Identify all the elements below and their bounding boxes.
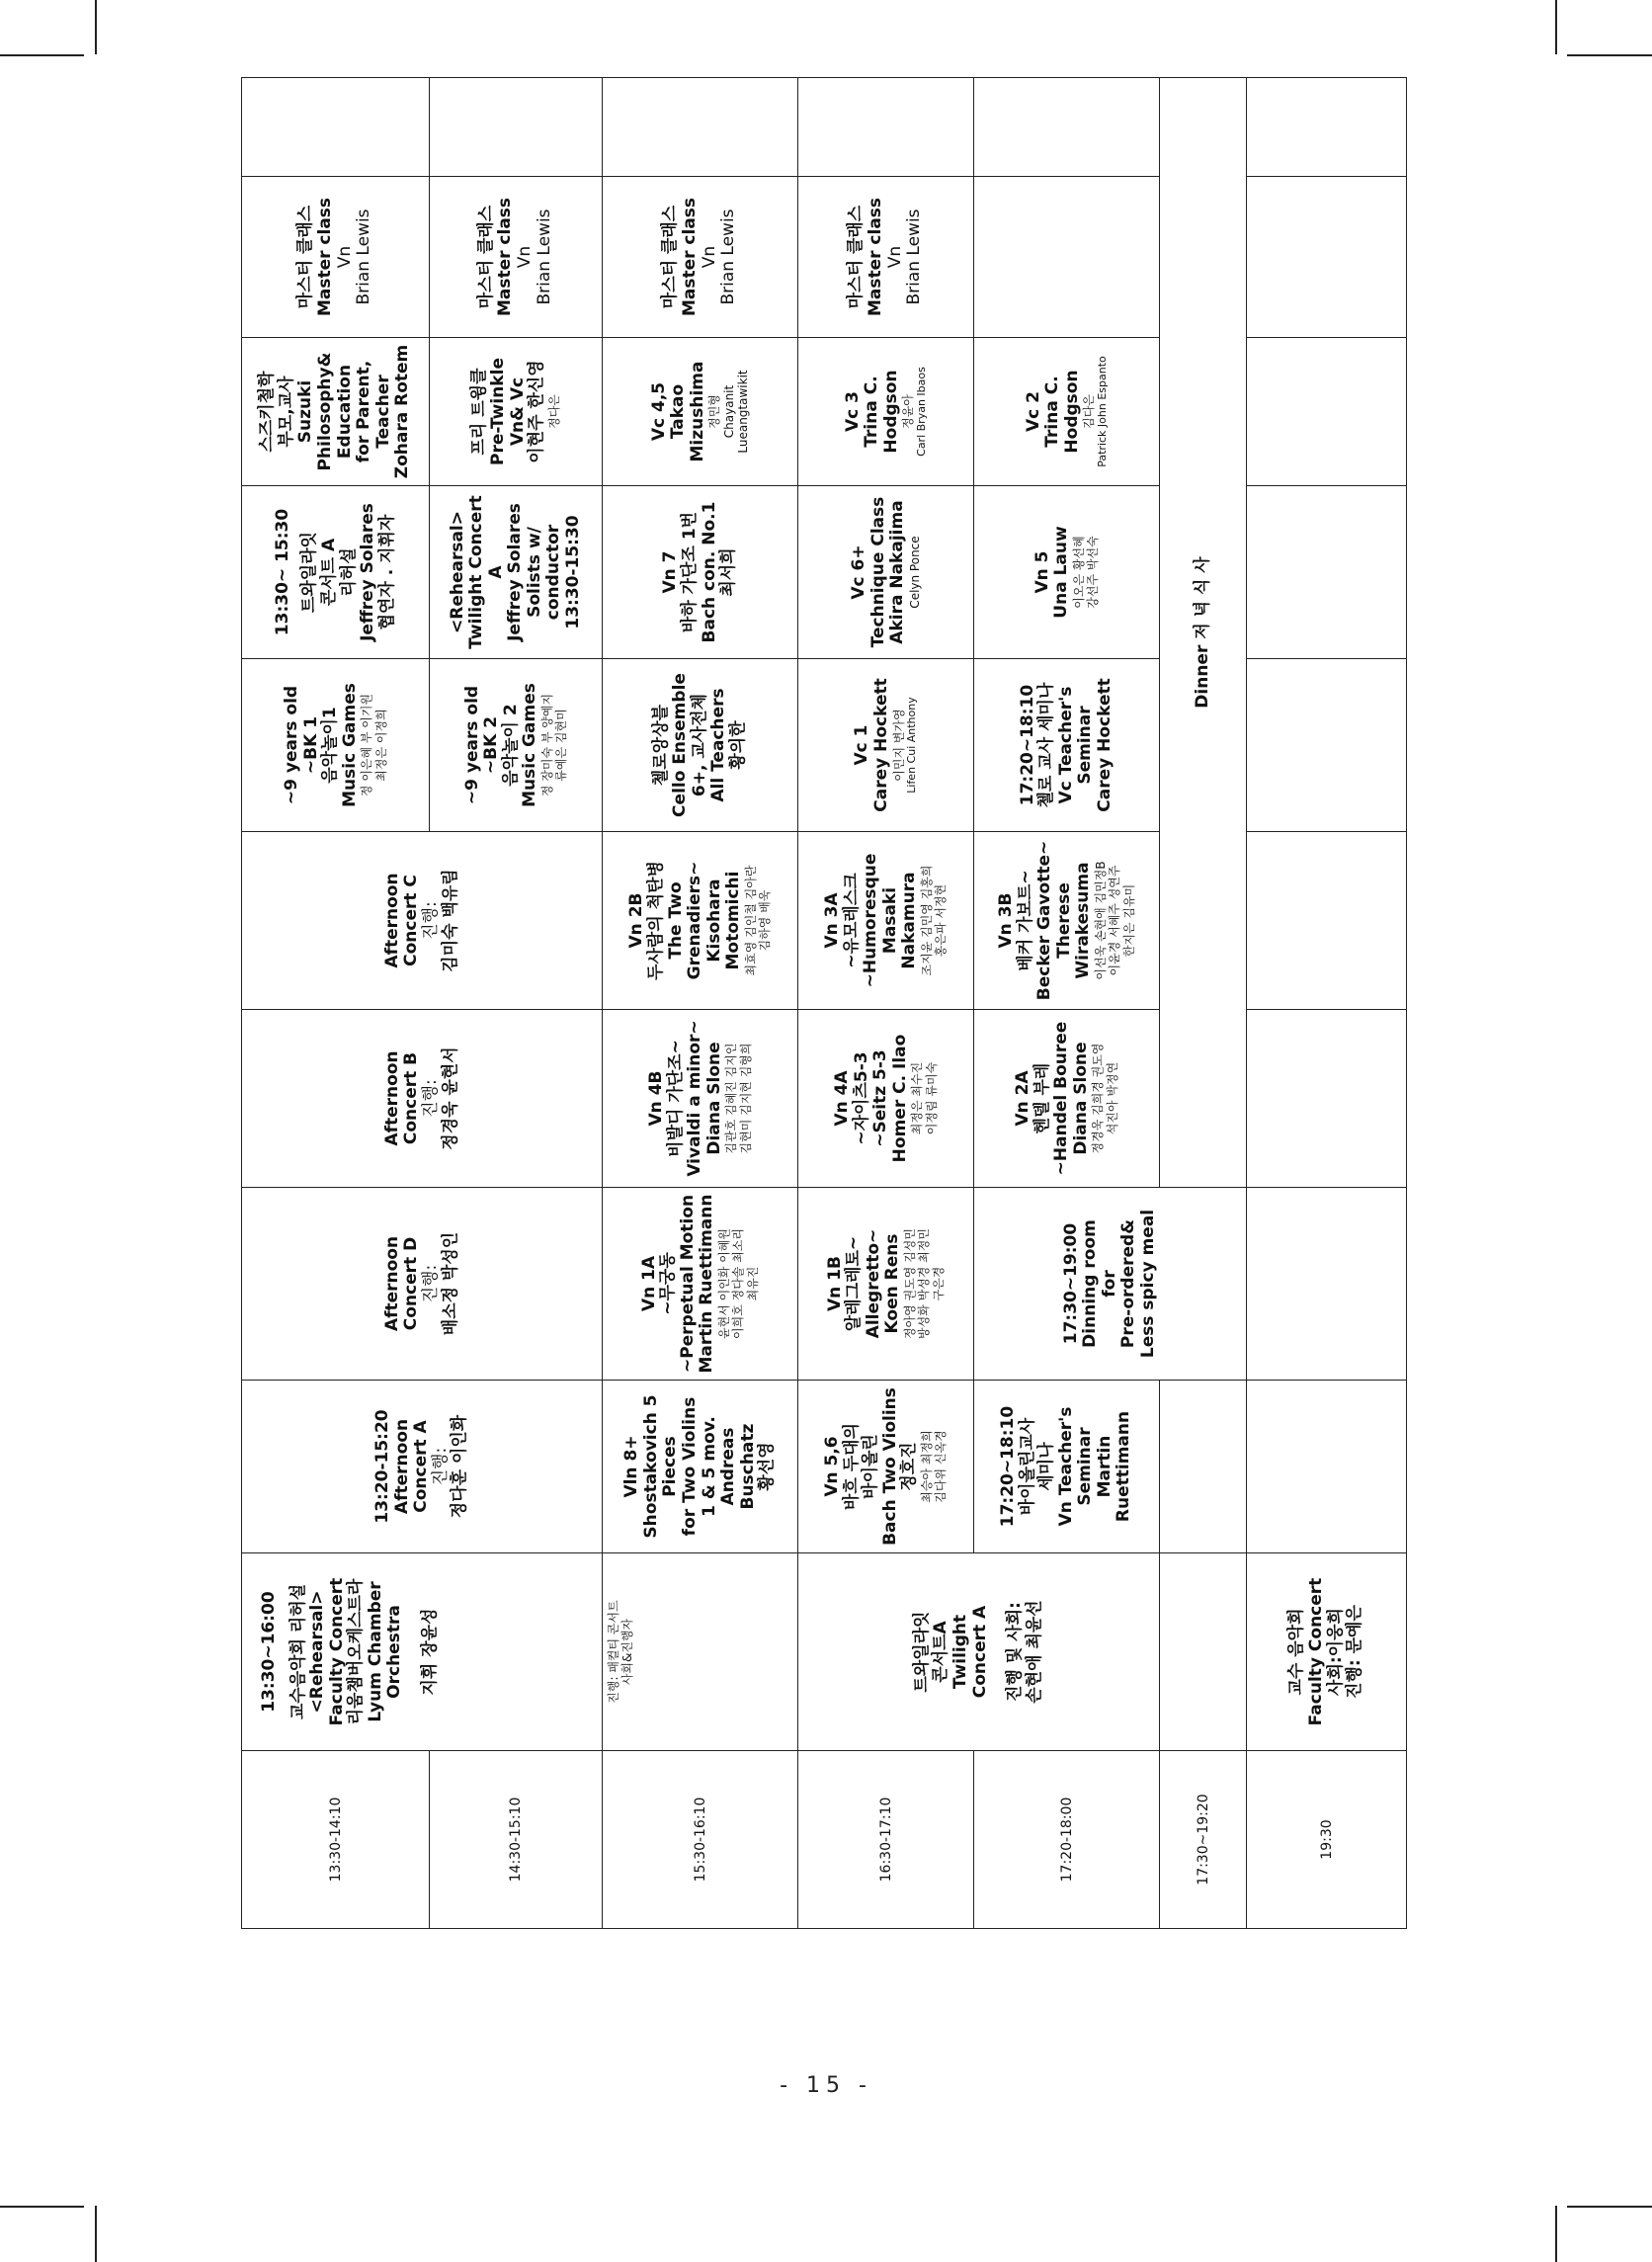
crop-mark	[1567, 54, 1652, 56]
empty-cell	[242, 78, 430, 177]
table-row	[242, 78, 430, 1929]
concert-d-cell: Afternoon Concert D 진행: 배소정 박성인	[242, 1188, 603, 1381]
empty-cell	[1247, 1188, 1407, 1381]
empty-cell	[1247, 1010, 1407, 1188]
empty-cell	[1160, 1553, 1247, 1751]
master-class-cell: 마스터 클래스 Master class Vn Brian Lewis	[603, 177, 798, 338]
empty-cell	[1247, 78, 1407, 177]
vc-45-cell: Vc 4,5 Takao Mizushima 정민형 Chayanit Lueangtawikit	[603, 338, 798, 486]
twilight-concert-a-cell: 트와일라잇 콘서트A Twilight Concert A 진행 및 사회: 손현애 최윤선	[798, 1553, 1160, 1751]
bach-two-violins-cell: Vn 5,6 바흐 두대의 바이올린 Bach Two Violins 정호진 최승아 최정희 김다위 신옥경	[798, 1381, 974, 1553]
seitz-cell: Vn 4A ~자이츠5-3 ~Seitz 5-3 Homer C. Ilao 최정은 최수진 이정림 류미숙	[798, 1010, 974, 1188]
vc-2-cell: Vc 2 Trina C. Hodgson 김다은 Patrick John Espanto	[974, 338, 1160, 486]
crop-mark	[95, 2206, 97, 2262]
vn-teacher-seminar-cell: 17:20~18:10 바이올린교사 세미나 Vn Teacher's Seminar Martin Ruettimann	[974, 1381, 1160, 1553]
master-class-cell: 마스터 클래스 Master class Vn Brian Lewis	[242, 177, 430, 338]
crop-mark	[0, 54, 84, 56]
shostakovich-cell: Vln 8+ Shostakovich 5 Pieces for Two Violins 1 & 5 mov. Andreas Buschatz 황선영	[603, 1381, 798, 1553]
vc-3-cell: Vc 3 Trina C. Hodgson 정윤아 Carl Bryan Ibaos	[798, 338, 974, 486]
vn-5-cell: Vn 5 Una Lauw 이오은 황선혜 강선주 박선숙	[974, 486, 1160, 659]
empty-cell	[1247, 486, 1407, 659]
master-class-cell: 마스터 클래스 Master class Vn Brian Lewis	[430, 177, 603, 338]
table-row	[603, 78, 798, 1929]
empty-cell	[1247, 659, 1407, 832]
twilight-rehearsal-cell: 13:30~ 15:30 트와일라잇 콘서트 A 리허설 Jeffrey Solares 협연자 . 지휘자	[242, 486, 430, 659]
pre-twinkle-cell: 프리 트윙클 Pre-Twinkle Vn& Vc 이현주 한신영 정다은	[430, 338, 603, 486]
table-row	[798, 78, 974, 1929]
music-games-2-cell: ~9 years old ~BK 2 음악놀이 2 Music Games 정 장미숙 부 양예지 류예은 김현미	[430, 659, 603, 832]
vivaldi-cell: Vn 4B 비발디 가단조~ Vivaldi a minor~ Diana Slone 김관호 김혜진 김지인 김현미 김지현 김형희	[603, 1010, 798, 1188]
table-row	[1160, 78, 1247, 1929]
bach-concerto-cell: Vn 7 바하 가단조 1번 Bach con. No.1 최서희	[603, 486, 798, 659]
time-cell: 16:30-17:10	[798, 1751, 974, 1929]
time-cell: 19:30	[1247, 1751, 1407, 1929]
crop-mark	[1555, 0, 1557, 54]
time-cell: 17:30~19:20	[1160, 1751, 1247, 1929]
crop-mark	[1555, 2206, 1557, 2262]
time-cell: 17:20-18:00	[974, 1751, 1160, 1929]
perpetual-motion-cell: Vn 1A ~무궁동 ~Perpetual Motion Martin Ruettimann 윤현서 이인화 이혜원 이희호 정다솔 최소리 최유진	[603, 1188, 798, 1381]
empty-cell	[974, 78, 1160, 177]
crop-mark	[0, 2206, 84, 2208]
humoresque-cell: Vn 3A ~유모레스크 ~Humoresque Masaki Nakamura 조지윤 김민영 김홍희 홍은파 서정현	[798, 832, 974, 1010]
time-cell: 14:30-15:10	[430, 1751, 603, 1929]
empty-cell	[1247, 832, 1407, 1010]
crop-mark	[1567, 2206, 1652, 2208]
time-cell: 13:30-14:10	[242, 1751, 430, 1929]
crop-mark	[95, 0, 97, 54]
vc-1-cell: Vc 1 Carey Hockett 이민지 변가영 Lifen Cui Anthony	[798, 659, 974, 832]
cello-ensemble-cell: 첼로앙상블 Cello Ensemble 6+, 교사전체 All Teachers 황의한	[603, 659, 798, 832]
empty-cell	[1247, 1381, 1407, 1553]
allegretto-cell: Vn 1B 알레그레토~ Allegretto~ Koen Rens 정아영 권도영 김성민 방성화 박성경 최정민 구은경	[798, 1188, 974, 1381]
technique-class-cell: Vc 6+ Technique Class Akira Nakajima Celyn Ponce	[798, 486, 974, 659]
table-row	[1247, 78, 1407, 1929]
schedule-table	[241, 197, 1406, 1929]
empty-cell	[1247, 177, 1407, 338]
handel-bouree-cell: Vn 2A 헨델 부레 ~Handel Bouree Diana Slone 정경욱 김희경 권도영 석진아 박정연	[974, 1010, 1160, 1188]
vc-teacher-seminar-cell: 17:20~18:10 첼로 교사 세미나 Vc Teacher's Seminar Carey Hockett	[974, 659, 1160, 832]
faculty-rehearsal-cell: 13:30~16:00 교수음악회 리허설 <Rehearsal> Faculty Concert 리움챔버오케스트라 Lyum Chamber Orchestra 지휘 장윤성	[242, 1553, 603, 1751]
dinning-room-cell: 17:30~19:00 Dinning room for Pre-ordered& Less spicy meal	[974, 1188, 1247, 1381]
empty-cell	[1160, 1381, 1247, 1553]
empty-cell	[1247, 338, 1407, 486]
faculty-concert-cell: 교수 음악회 Faculty Concert 사회:이웅희 진행: 문예은	[1247, 1553, 1407, 1751]
empty-cell	[974, 177, 1160, 338]
faculty-host-note-cell: 진행: 패컬티 콘서트 사회&진행자	[603, 1553, 798, 1751]
empty-cell	[798, 78, 974, 177]
twilight-concert-rehearsal-cell: <Rehearsal> Twilight Concert A Jeffrey Solares Solists w/ conductor 13:30-15:30	[430, 486, 603, 659]
concert-c-cell: Afternoon Concert C 진행: 김미숙 백유림	[242, 832, 603, 1010]
concert-b-cell: Afternoon Concert B 진행: 정경욱 윤현서	[242, 1010, 603, 1188]
page-number: - 15 -	[780, 2073, 872, 2098]
master-class-cell: 마스터 클래스 Master class Vn Brian Lewis	[798, 177, 974, 338]
empty-cell	[430, 78, 603, 177]
time-cell: 15:30-16:10	[603, 1751, 798, 1929]
becker-gavotte-cell: Vn 3B 베커 가보트~ Becker Gavotte~ Therese Wirakesuma 이선욱 손현애 김민정B 이윤경 서혜주 성연주 한지은 김유미	[974, 832, 1160, 1010]
empty-cell	[603, 78, 798, 177]
concert-a-cell: 13:20-15:20 Afternoon Concert A 진행: 정다훈 이인화	[242, 1381, 603, 1553]
two-grenadiers-cell: Vn 2B 두사람의 척탄병 The Two Grenadiers~ Kisohara Motomichi 최효영 김인철 김아란 김하영 배욱	[603, 832, 798, 1010]
suzuki-philosophy-cell: 스즈키철학 부모,교사 Suzuki Philosophy& Education for Parent, Teacher Zohara Rotem	[242, 338, 430, 486]
music-games-1-cell: ~9 years old ~BK 1 음악놀이1 Music Games 정 이은혜 부 이기원 최정은 이정희	[242, 659, 430, 832]
dinner-cell: Dinner 저 녁 식 사	[1160, 78, 1247, 1188]
